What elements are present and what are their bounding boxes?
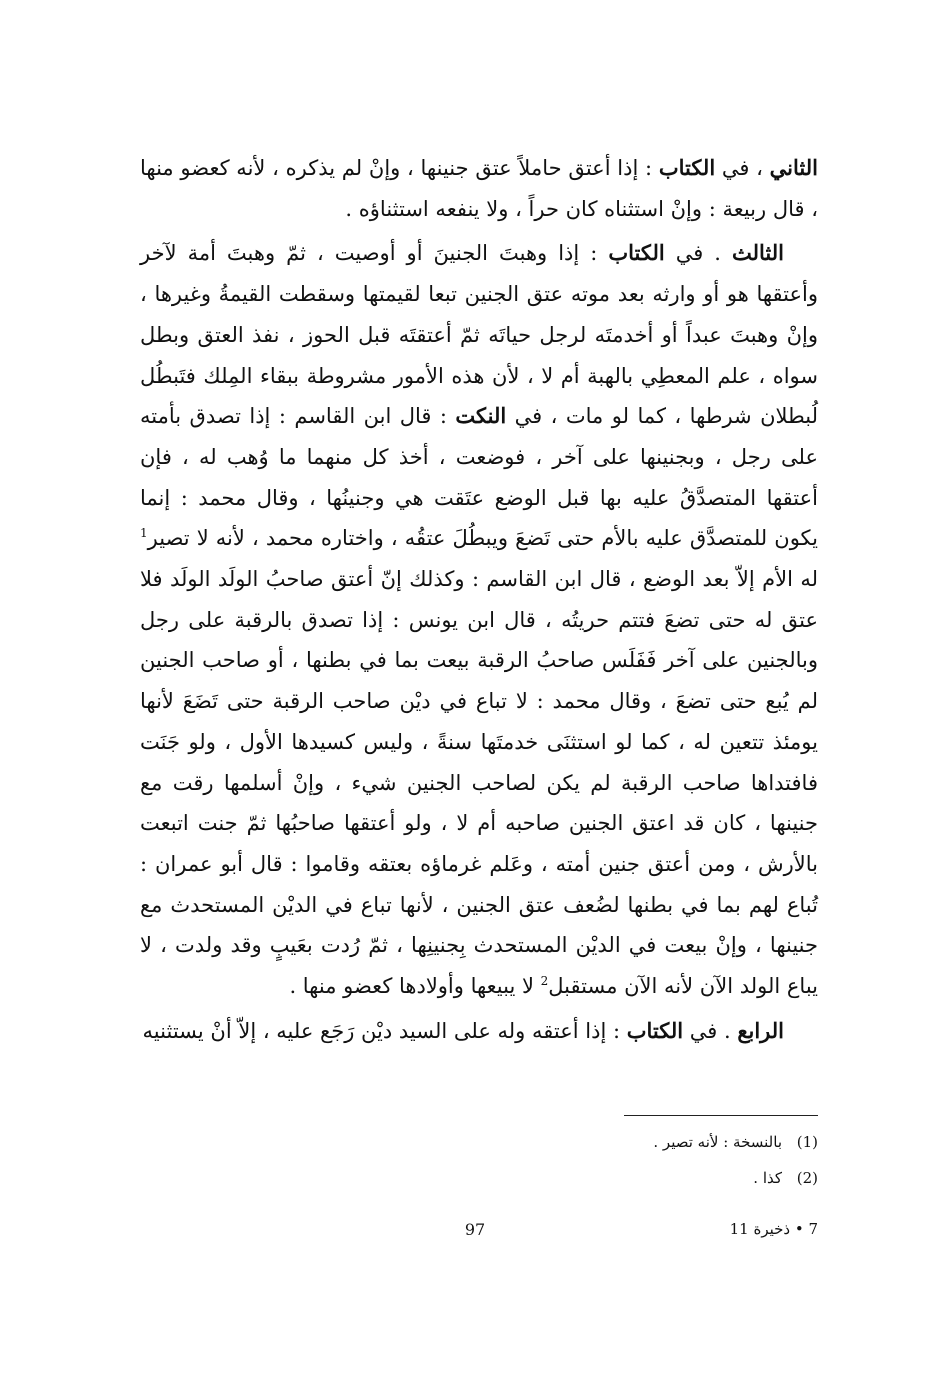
paragraph-text: له الأم إلاّ بعد الوضع ، قال ابن القاسم : وكذلك إنّ أعتق صاحبُ الولَد الولَد فلا عتق له حتى تضعَ فتتم حريتُه ، قال ابن يونس : إذا تصدق بالرقبة على رجل وبالجنين على آخر فَفَلَس صاحبُ الرقبة بيعت بما في بطنها ، أو صاحب الجنين لم يُبع حتى تضعَ ، وقال محمد : لا تباع في ديْن صاحب الرقبة حتى تَضَعَ لأنها يومئذ تتعين له ، كما لو استثنَى خدمتَها سنةً ، وليس كسيدها الأول ، ولو جَنَت فافتداها صاحب الرقبة لم يكن لصاحب الجنين شيء ، وإنْ أسلمها رقت مع جنينها ، كان قد اعتق الجنين صاحبه أم لا ، ولو أعتقها صاحبُها ثمّ جنت اتبعت بالأرش ، ومن أعتق جنين أمته ، وعَلم غرماؤه بعتقه وقاموا : قال أبو عمران : تُباع لهم بما في بطنها لضُعف عتق الجنين ، لأنها تباع في الديْن المستحدث مع جنينها ، وإنْ بيعت في الديْن المستحدث بِجنينِها ، ثمّ رُدت بعَيبٍ وقد ولدت ، لا يباع الولد الآن لأنه الآن مستقبل: [140, 567, 818, 999]
paragraph-third: [140, 233, 818, 1006]
footnote-number: (1): [796, 1133, 818, 1151]
paragraph-text: : إذا أعتقه وله على السيد ديْن رَجَع عليه ، إلاّ أنْ يستثنيه: [142, 1018, 627, 1043]
paragraph-text: ، في: [715, 156, 770, 180]
footnote-ref-2: 2: [540, 974, 549, 989]
paragraph-text: . في: [664, 241, 733, 266]
paragraph-text: . في: [683, 1018, 738, 1043]
footnote-ref-1: 1: [140, 526, 148, 541]
source-name: الكتاب: [658, 155, 716, 180]
section-heading-fourth: الرابع: [737, 1017, 784, 1043]
footnote-item: [500, 1160, 818, 1196]
footnote-number: (2): [796, 1169, 818, 1187]
page-number: 97: [464, 1220, 486, 1239]
footnote-text: بالنسخة : لأنه تصير .: [653, 1133, 782, 1151]
paragraph-text: : قال ابن القاسم : إذا تصدق بأمته على رجل ، وبجنينها على آخر ، فوضعت ، أخذ كل منهما ما وُهب له ، فإن أعتقها المتصدَّقُ عليه بها قبل الوضع عتَقت هي وجنينُها ، وقال محمد : إنما يكون للمتصدَّق عليه بالأم حتى تَضعَ ويبطُلَ عتقُه ، واختاره محمد ، لأنه لا تصير: [140, 404, 818, 551]
main-text: [140, 148, 818, 1051]
footnote-divider: [624, 1115, 818, 1116]
section-heading-third: الثالث: [732, 240, 785, 266]
footnote-item: [500, 1124, 818, 1160]
source-name: النكت: [455, 403, 507, 429]
footnote-text: كذا .: [753, 1169, 782, 1187]
footnotes: [500, 1124, 818, 1196]
source-name: الكتاب: [608, 240, 665, 266]
paragraph-text: : إذا وهبتَ الجنينَ أو أوصيت ، ثمّ وهبتَ أمة لآخر وأعتقها هو أو وارثه بعد موته عتق الجنين تبعا لقيمتها وسقطت القيمةُ وغيرها ، وإنْ وهبتَ عبداً أو أخدمتَه لرجل حياتَه ثمّ أعتقتَه قبل الحوز ، نفذ العتق وبطل سواه ، علم المعطِي بالهبة أم لا ، لأن هذه الأمور مشروطة ببقاء المِلك فتَبطُل لُبطلان شرطها ، كما لو مات ، في: [140, 241, 819, 429]
paragraph-fourth: [140, 1011, 818, 1052]
paragraph-text: : إذا أعتق حاملاً عتق جنينها ، وإنْ لم يذكره ، لأنه كعضو منها ، قال ربيعة : وإنْ استثناه كان حراً ، ولا ينفعه استثناؤه .: [140, 156, 818, 221]
paragraph-second: [140, 148, 818, 229]
source-name: الكتاب: [626, 1017, 684, 1043]
paragraph-text: لا يبيعها وأولادها كعضو منها .: [289, 974, 541, 999]
printer-signature: 7 • ذخيرة 11: [729, 1220, 818, 1238]
section-heading-second: الثاني: [769, 155, 818, 180]
